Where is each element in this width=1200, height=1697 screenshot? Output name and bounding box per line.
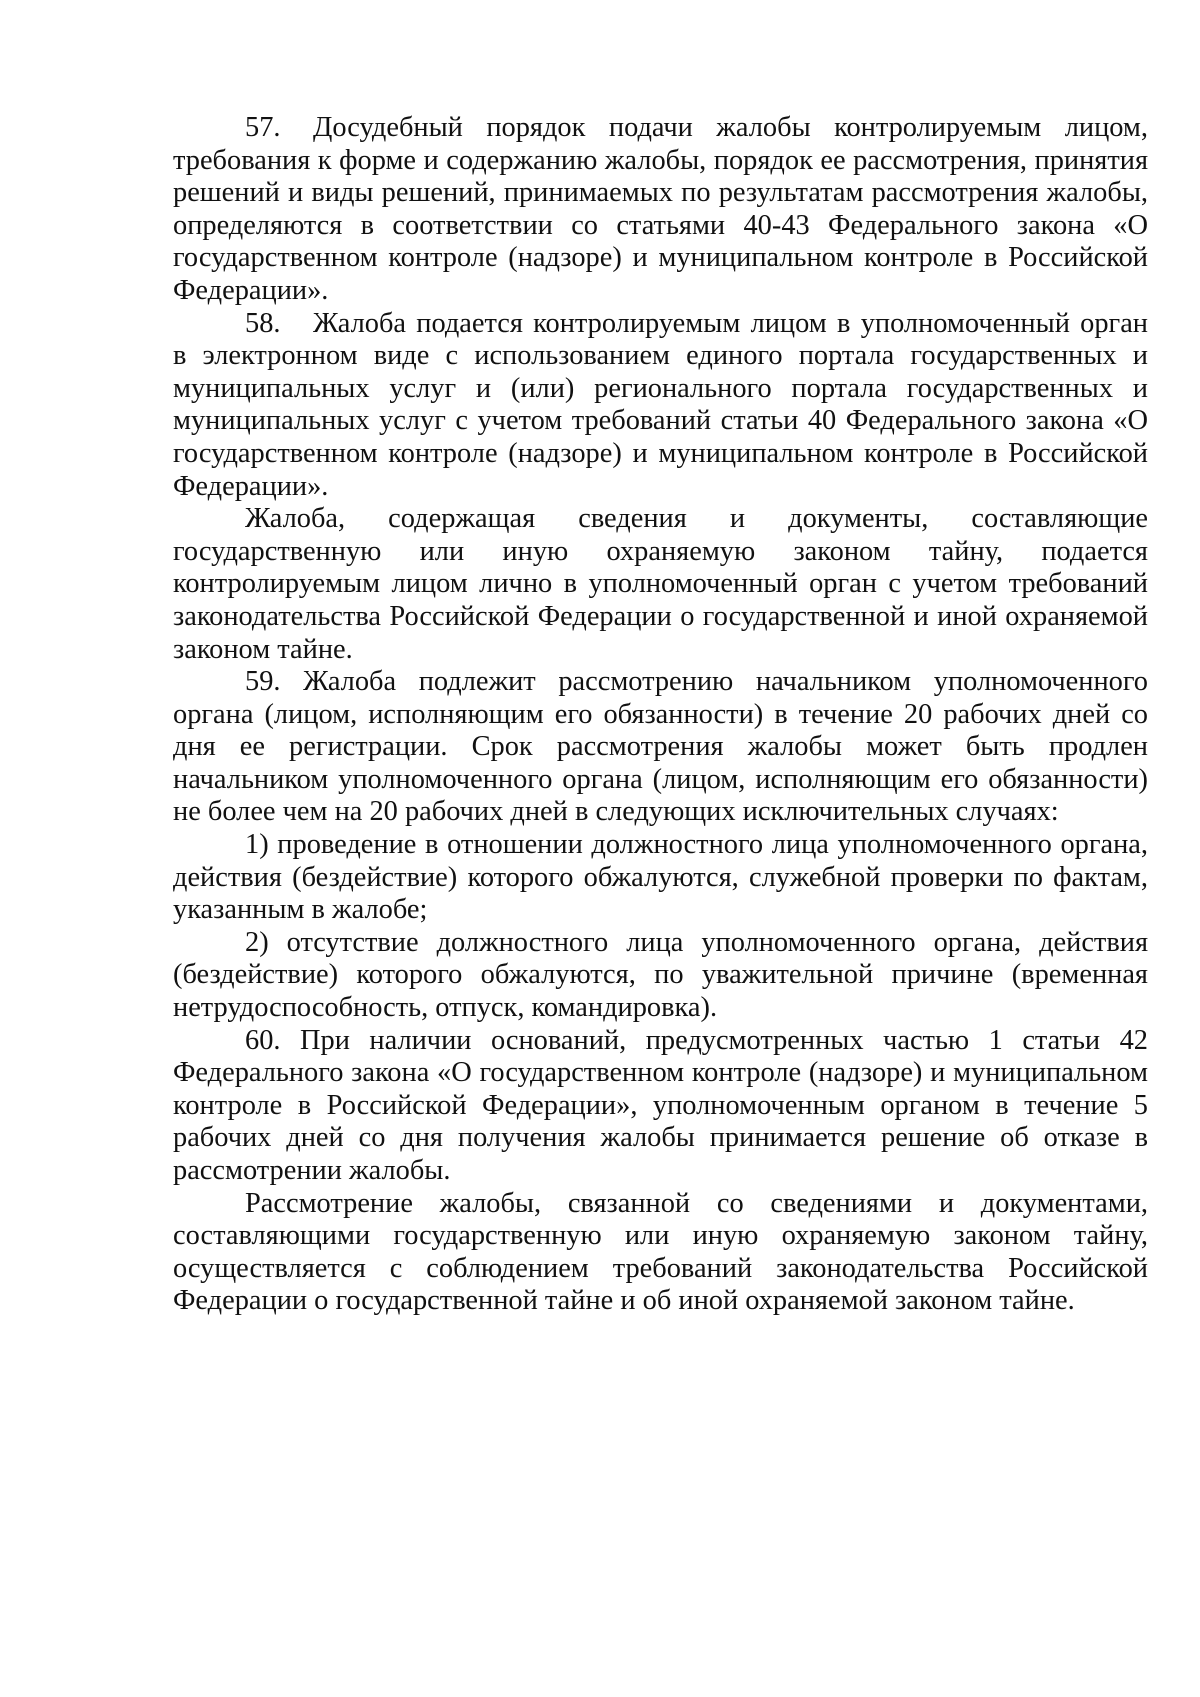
paragraph-60	[173, 1025, 1148, 1188]
paragraph-57	[173, 112, 1148, 308]
paragraph-58	[173, 308, 1148, 504]
paragraph-59	[173, 666, 1148, 829]
paragraph-text: 2) отсутствие должностного лица уполномоченного органа, действия (бездействие) которого обжалуются, по уважительной причине (временная нетрудоспособность, отпуск, командировка).	[173, 926, 1148, 1024]
paragraph-text: 59. Жалоба подлежит рассмотрению начальником уполномоченного органа (лицом, исполняющим его обязанности) в течение 20 рабочих дней со дня ее регистрации. Срок рассмотрения жалобы может быть продлен начальником уполномоченного органа (лицом, исполняющим его обязанности) не более чем на 20 рабочих дней в следующих исключительных случаях:	[173, 666, 1148, 828]
paragraph-60-secret-review	[173, 1188, 1148, 1318]
paragraph-text: Рассмотрение жалобы, связанной со сведениями и документами, составляющими государственную или иную охраняемую законом тайну, осуществляется с соблюдением требований законодательства Российской Федерации о государственной тайне и об иной охраняемой законом тайне.	[173, 1187, 1148, 1317]
paragraph-text: 60. При наличии оснований, предусмотренных частью 1 статьи 42 Федерального закона «О государственном контроле (надзоре) и муниципальном контроле в Российской Федерации», уполномоченным органом в течение 5 рабочих дней со дня получения жалобы принимается решение об отказе в рассмотрении жалобы.	[173, 1024, 1148, 1186]
paragraph-text: Досудебный порядок подачи жалобы контролируемым лицом, требования к форме и содержанию жалобы, порядок ее рассмотрения, принятия решений и виды решений, принимаемых по результатам рассмотрения жалобы, определяются в соответствии со статьями 40-43 Федерального закона «О государственном контроле (надзоре) и муниципальном контроле в Российской Федерации».	[173, 112, 1148, 306]
paragraph-text: Жалоба, содержащая сведения и документы, составляющие государственную или иную охраняемую законом тайну, подается контролируемым лицом лично в уполномоченный орган с учетом требований законодательства Российской Федерации о государственной и иной охраняемой законом тайне.	[173, 503, 1148, 665]
list-item-1	[173, 829, 1148, 927]
paragraph-text: Жалоба подается контролируемым лицом в уполномоченный орган в электронном виде с использованием единого портала государственных и муниципальных услуг и (или) регионального портала государственных и муниципальных услуг с учетом требований статьи 40 Федерального закона «О государственном контроле (надзоре) и муниципальном контроле в Российской Федерации».	[173, 307, 1148, 502]
paragraph-number: 58.	[245, 307, 281, 339]
list-item-2	[173, 927, 1148, 1025]
paragraph-58-secret-complaint	[173, 503, 1148, 666]
document-body	[173, 112, 1148, 1318]
paragraph-text: 1) проведение в отношении должностного лица уполномоченного органа, действия (бездействие) которого обжалуются, служебной проверки по фактам, указанным в жалобе;	[173, 829, 1148, 926]
paragraph-number: 57.	[245, 112, 281, 143]
